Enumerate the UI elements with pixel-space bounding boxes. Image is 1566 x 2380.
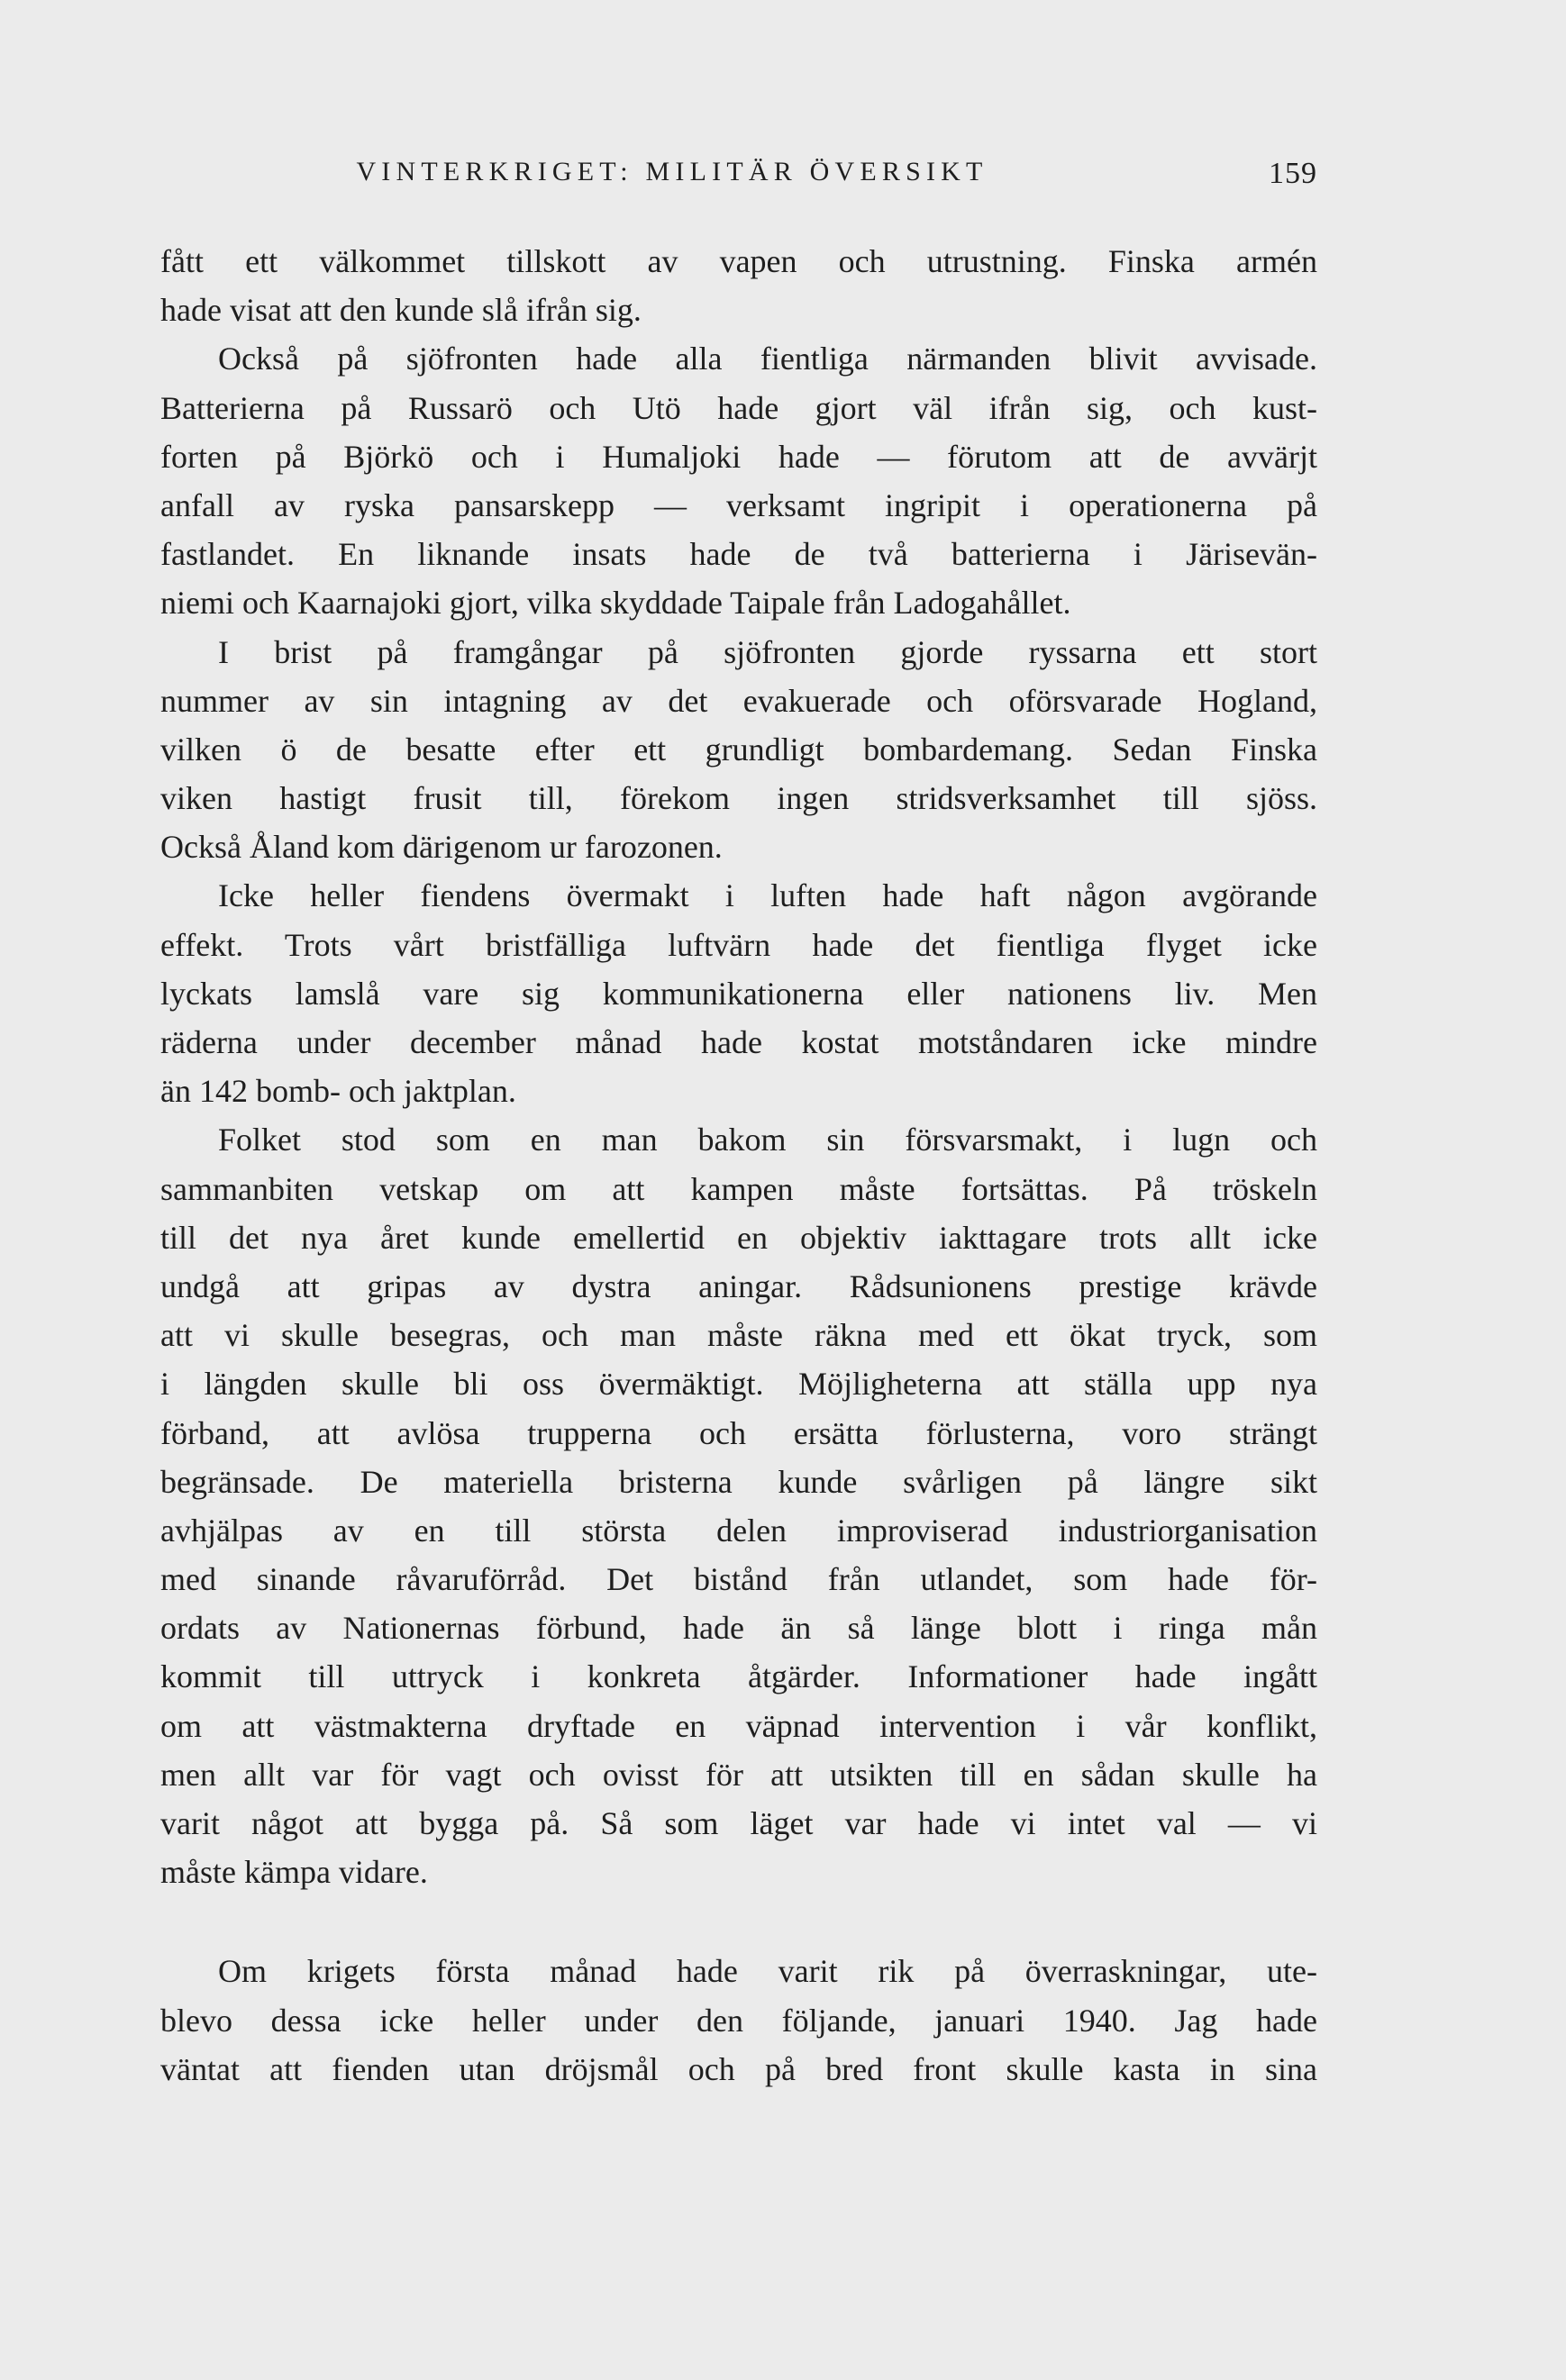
text-line: forten på Björkö och i Humaljoki hade — förutom att de avvärjt [160, 438, 1317, 475]
text-line: men allt var för vagt och ovisst för att utsikten till en sådan skulle ha [160, 1756, 1317, 1793]
text-line: Också på sjöfronten hade alla fientliga närmanden blivit avvisade. [218, 341, 1317, 377]
text-line: fastlandet. En liknande insats hade de två batterierna i Järisevän- [160, 536, 1317, 573]
paragraph [160, 334, 1317, 627]
text-line: Batterierna på Russarö och Utö hade gjort väl ifrån sig, och kust- [160, 389, 1317, 426]
paragraph [160, 237, 1317, 334]
text-line: till det nya året kunde emellertid en objektiv iakttagare trots allt icke [160, 1219, 1317, 1256]
paragraph [160, 1947, 1317, 2094]
text-line: Folket stod som en man bakom sin försvarsmakt, i lugn och [218, 1122, 1317, 1158]
text-line: begränsade. De materiella bristerna kunde svårligen på längre sikt [160, 1463, 1317, 1500]
text-line: undgå att gripas av dystra aningar. Rådsunionens prestige krävde [160, 1267, 1317, 1304]
running-title: VINTERKRIGET: MILITÄR ÖVERSIKT [356, 157, 988, 186]
text-line: förband, att avlösa trupperna och ersätta förlusterna, voro strängt [160, 1414, 1317, 1451]
text-line: i längden skulle bli oss övermäktigt. Möjligheterna att ställa upp nya [160, 1366, 1317, 1403]
text-line: I brist på framgångar på sjöfronten gjorde ryssarna ett stort [218, 633, 1317, 670]
body-text [160, 237, 1317, 2094]
text-line: väntat att fienden utan dröjsmål och på bred front skulle kasta in sina [160, 2050, 1317, 2087]
running-head [159, 150, 1317, 195]
text-line: Också Åland kom därigenom ur farozonen. [160, 829, 723, 866]
text-line: lyckats lamslå vare sig kommunikationerna eller nationens liv. Men [160, 975, 1317, 1012]
text-line: anfall av ryska pansarskepp — verksamt ingripit i operationerna på [160, 486, 1317, 523]
text-line: avhjälpas av en till största delen improviserad industriorganisation [160, 1512, 1317, 1549]
text-line: varit något att bygga på. Så som läget var hade vi intet val — vi [160, 1805, 1317, 1841]
paragraph [160, 628, 1317, 872]
text-line: vilken ö de besatte efter ett grundligt bombardemang. Sedan Finska [160, 731, 1317, 768]
text-line: ordats av Nationernas förbund, hade än så länge blott i ringa mån [160, 1610, 1317, 1647]
text-line: Om krigets första månad hade varit rik på överraskningar, ute- [218, 1953, 1317, 1990]
text-line: nummer av sin intagning av det evakuerade och oförsvarade Hogland, [160, 682, 1317, 719]
text-line: sammanbiten vetskap om att kampen måste fortsättas. På tröskeln [160, 1170, 1317, 1207]
text-line: blevo dessa icke heller under den följande, januari 1940. Jag hade [160, 2002, 1317, 2039]
text-line: hade visat att den kunde slå ifrån sig. [160, 292, 642, 329]
text-line: effekt. Trots vårt bristfälliga luftvärn hade det fientliga flyget icke [160, 926, 1317, 963]
text-line: fått ett välkommet tillskott av vapen och utrustning. Finska armén [160, 243, 1317, 279]
text-line: viken hastigt frusit till, förekom ingen stridsverksamhet till sjöss. [160, 780, 1317, 817]
paragraph [160, 1115, 1317, 1896]
text-line: än 142 bomb- och jaktplan. [160, 1073, 516, 1110]
section-break [160, 1896, 1317, 1947]
page-number: 159 [1269, 157, 1317, 190]
text-line: kommit till uttryck i konkreta åtgärder. Informationer hade ingått [160, 1658, 1317, 1695]
text-line: räderna under december månad hade kostat motståndaren icke mindre [160, 1024, 1317, 1060]
text-line: måste kämpa vidare. [160, 1854, 428, 1891]
paragraph [160, 871, 1317, 1115]
text-line: om att västmakterna dryftade en väpnad intervention i vår konflikt, [160, 1707, 1317, 1744]
text-line: Icke heller fiendens övermakt i luften hade haft någon avgörande [218, 877, 1317, 914]
text-line: niemi och Kaarnajoki gjort, vilka skyddade Taipale från Ladogahållet. [160, 585, 1071, 622]
text-line: med sinande råvaruförråd. Det bistånd från utlandet, som hade för- [160, 1561, 1317, 1598]
text-line: att vi skulle besegras, och man måste räkna med ett ökat tryck, som [160, 1317, 1317, 1354]
